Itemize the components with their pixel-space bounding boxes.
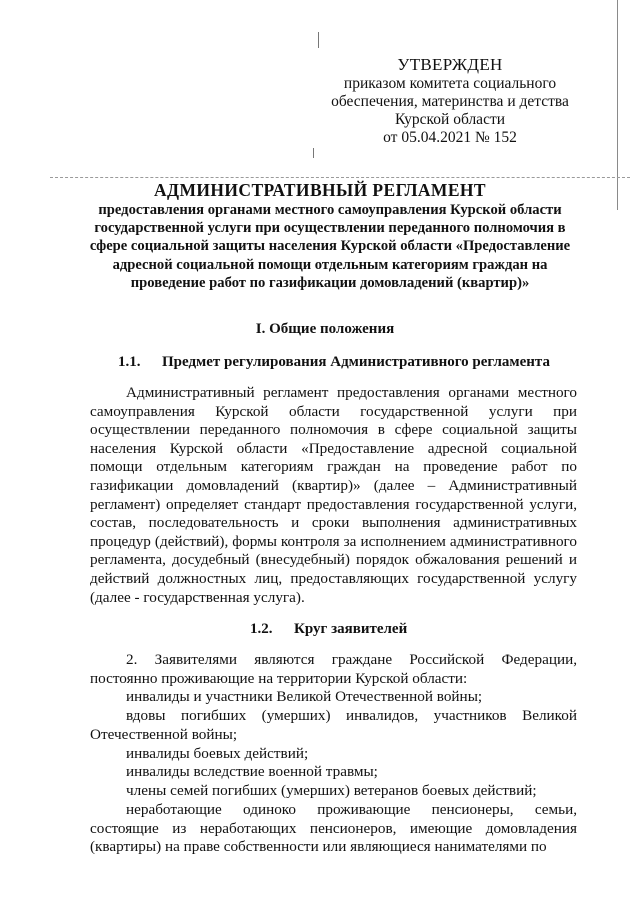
scan-divider: [50, 177, 630, 178]
subsection-title: Предмет регулирования Административного регламента: [162, 354, 550, 370]
list-item: члены семей погибших (умерших) ветеранов боевых действий;: [126, 782, 537, 799]
list-item: инвалиды и участники Великой Отечественной войны;: [126, 688, 483, 705]
approval-line: обеспечения, материнства и детства: [331, 93, 569, 110]
subsection-number: 1.2.: [250, 621, 273, 637]
paragraph: 2. Заявителями являются граждане Российской Федерации, постоянно проживающие на территории Курской области:: [90, 651, 577, 687]
approval-block: [300, 56, 600, 147]
list-item: инвалиды боевых действий;: [126, 745, 309, 762]
approval-line: Курской области: [394, 111, 506, 128]
list-item: инвалиды вследствие военной травмы;: [126, 763, 378, 780]
approval-line: приказом комитета социального: [343, 75, 557, 92]
approval-date: от 05.04.2021 № 152: [383, 129, 517, 146]
paragraph: Административный регламент предоставления органами местного самоуправления Курской области государственной услуги при осуществлении переданного полномочия в сфере социальной защиты населения Курской области «Предоставление адресной социальной помощи отдельным категориям граждан на проведение работ по газификации домовладений (квартир)» (далее – Административный регламент) определяет стандарт предоставления государственной услуги, состав, последовательность и сроки выполнения административных процедур (действий), формы контроля за исполнением административного регламента, досудебный (внесудебный) порядок обжалования решений и действий должностных лиц, предоставляющих государственной услугу (далее - государственная услуга).: [90, 384, 577, 606]
scan-mark: [617, 0, 618, 210]
list-item: вдовы погибших (умерших) инвалидов, участников Великой Отечественной войны;: [90, 707, 577, 743]
subsection-title: Круг заявителей: [294, 621, 408, 637]
section-heading: I. Общие положения: [255, 321, 395, 337]
document-subtitle: предоставления органами местного самоуправления Курской области государственной услуги при осуществлении переданного полномочия в сфере социальной защиты населения Курской области «Предоставление адресной социальной помощи отдельным категориям граждан на проведение работ по газификации домовладений (квартир)»: [89, 202, 571, 291]
list-item: неработающие одиноко проживающие пенсионеры, семьи, состоящие из неработающих пенсионеров, имеющие домовладения (квартиры) на праве собственности или являющиеся нанимателями по: [90, 801, 577, 856]
subsection-number: 1.1.: [118, 354, 141, 370]
subsection-heading: [118, 354, 588, 371]
scan-mark: [318, 32, 319, 48]
document-title: АДМИНИСТРАТИВНЫЙ РЕГЛАМЕНТ: [153, 180, 487, 200]
scan-mark: [313, 148, 314, 158]
subsection-heading: [250, 621, 470, 638]
approval-title: УТВЕРЖДЕН: [397, 55, 503, 74]
